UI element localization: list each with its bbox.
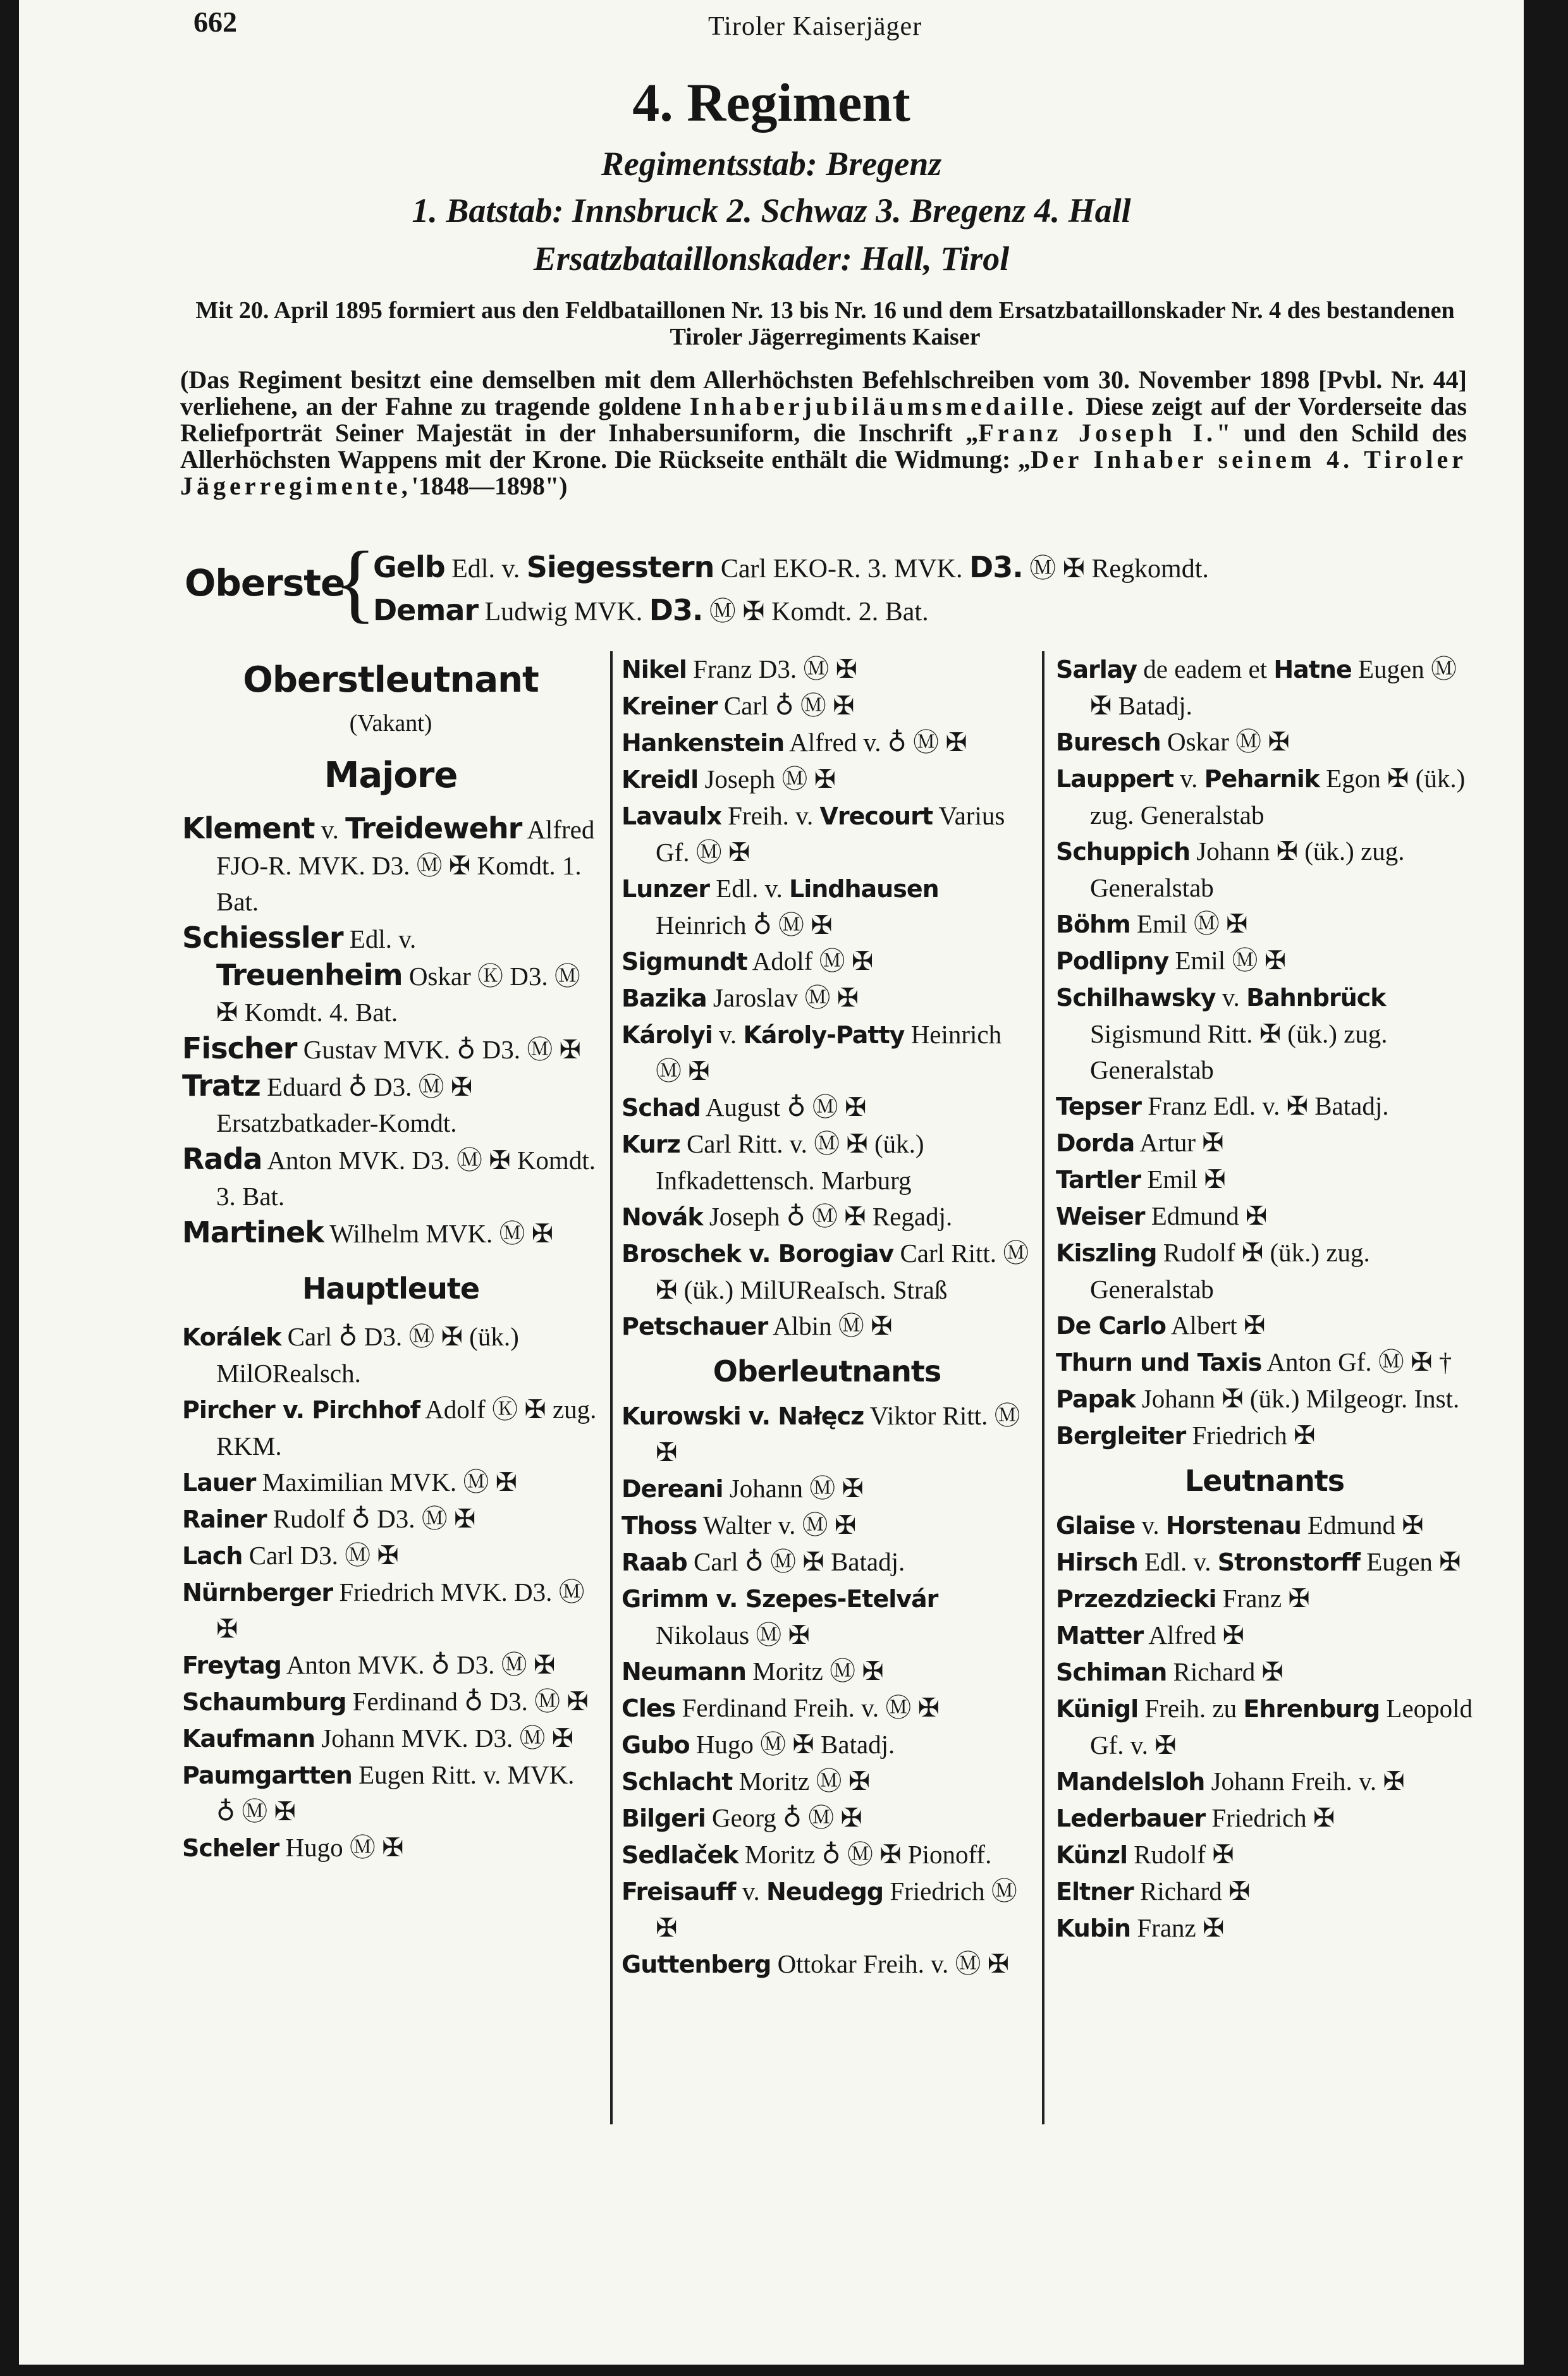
officer-details: Ferdinand Freih. v. Ⓜ ✠ — [682, 1693, 940, 1722]
officer-details: Friedrich ✠ — [1211, 1803, 1335, 1832]
officer-entry — [182, 1031, 599, 1068]
officer-details: Johann ✠ (ük.) Milgeogr. Inst. — [1141, 1384, 1460, 1413]
officer-surname: Podlipny — [1056, 947, 1169, 975]
officer-surname: Kiszling — [1056, 1239, 1157, 1267]
officer-details-2: Leopold Gf. v. ✠ — [1090, 1694, 1473, 1760]
officer-details-2: Sigismund Ritt. ✠ (ük.) zug. Generalstab — [1090, 1019, 1388, 1084]
officer-entry — [622, 1653, 1032, 1690]
officer-surname: Fischer — [182, 1031, 297, 1065]
officer-surname: Schlacht — [622, 1768, 733, 1796]
officer-entry — [182, 811, 599, 920]
officer-surname: Rada — [182, 1142, 262, 1176]
officer-entry — [182, 1392, 599, 1464]
officer-surname: Hankenstein — [622, 729, 785, 757]
decoration-d3: D3. — [649, 593, 703, 627]
officer-entry — [622, 1089, 1032, 1126]
officer-details: Albin Ⓜ ✠ — [773, 1311, 893, 1340]
officer-details: Friedrich MVK. D3. Ⓜ ✠ — [216, 1577, 585, 1643]
officer-entry — [622, 725, 1032, 761]
oberleutnants-list — [1056, 651, 1473, 1454]
officer-entry — [622, 651, 1032, 688]
officer-surname: Kreiner — [622, 692, 718, 720]
decoration-d3: D3. — [969, 550, 1023, 584]
officer-details-2: Alfred FJO-R. MVK. D3. Ⓜ ✠ Komdt. 1. Bat. — [216, 815, 595, 916]
officer-details: Emil Ⓜ ✠ — [1136, 909, 1248, 938]
officer-surname: Lunzer — [622, 875, 709, 903]
officer-entry — [182, 1215, 599, 1252]
officer-details: Freih. v. — [728, 801, 814, 830]
page-number: 662 — [193, 6, 237, 38]
officer-details: Edl. v. — [1144, 1547, 1211, 1576]
officer-surname: Paumgartten — [182, 1761, 352, 1789]
hauptleute-list — [622, 651, 1032, 1345]
oberstleutnant-heading: Oberstleutnant — [243, 659, 539, 701]
officer-details: Alfred ✠ — [1148, 1620, 1244, 1650]
officer-entry — [622, 1690, 1032, 1727]
hauptleute-list — [182, 1319, 599, 1866]
officer-entry — [1056, 1617, 1473, 1654]
officer-details: Artur ✠ — [1139, 1128, 1224, 1157]
oberste-row-1 — [373, 548, 1209, 585]
dedication: Der Inhaber seinem 4. Tiroler Jägerregimente, — [180, 445, 1467, 500]
officer-entry — [1056, 1763, 1473, 1800]
officer-surname: Klement — [182, 811, 315, 845]
officer-details: Adolf Ⓚ ✠ zug. RKM. — [216, 1395, 597, 1461]
officer-surname: Kurowski v. Nałęcz — [622, 1402, 864, 1430]
officer-details: Moritz Ⓜ ✠ — [752, 1656, 884, 1686]
officer-details: Richard ✠ — [1173, 1657, 1283, 1686]
officer-surname: Schilhawsky — [1056, 984, 1216, 1012]
officer-details: Joseph ♁ Ⓜ ✠ Regadj. — [709, 1202, 953, 1231]
officer-surname: Schad — [622, 1094, 701, 1122]
officer-surname: Tepser — [1056, 1093, 1141, 1120]
officer-surname: Lederbauer — [1056, 1804, 1206, 1832]
officer-details: Jaroslav Ⓜ ✠ — [713, 983, 859, 1012]
officer-entry — [622, 1800, 1032, 1837]
officer-details: Maximilian MVK. Ⓜ ✠ — [262, 1467, 518, 1497]
officer-surname: Freisauff — [622, 1878, 736, 1906]
officer-surname: Tratz — [182, 1069, 260, 1103]
officer-surname: Buresch — [1056, 728, 1161, 756]
officer-surname: Dorda — [1056, 1129, 1135, 1157]
colonel-role: Regkomdt. — [1091, 554, 1209, 584]
officer-surname: Guttenberg — [622, 1950, 771, 1978]
officer-details-2: Eugen Ⓜ ✠ Batadj. — [1090, 654, 1457, 720]
officer-details: August ♁ Ⓜ ✠ — [705, 1093, 867, 1122]
officer-details: Rudolf ✠ — [1134, 1840, 1234, 1869]
oberste-brace: { — [334, 534, 377, 632]
oberste-label: Oberste — [185, 561, 345, 604]
officer-surname: Lauer — [182, 1469, 256, 1497]
officer-entry — [622, 688, 1032, 725]
colonel-name-2: Siegesstern — [526, 550, 714, 584]
oberleutnants-heading: Oberleutnants — [713, 1354, 941, 1388]
officer-surname: Freytag — [182, 1651, 281, 1679]
officer-entry — [622, 1235, 1032, 1308]
officer-surname: Künzl — [1056, 1841, 1128, 1869]
officer-entry — [182, 1574, 599, 1647]
officer-entry — [182, 1647, 599, 1684]
officer-entry — [1056, 1381, 1473, 1418]
officer-details: Franz D3. Ⓜ ✠ — [693, 654, 857, 683]
officer-surname-2: Neudegg — [766, 1878, 884, 1906]
officer-entry — [1056, 1198, 1473, 1235]
officer-entry — [1056, 1691, 1473, 1763]
officer-surname: Matter — [1056, 1622, 1144, 1650]
majore-list — [182, 811, 599, 1252]
officer-surname: Grimm v. Szepes-Etelvár — [622, 1585, 938, 1613]
officer-entry — [182, 1830, 599, 1866]
officer-surname: Lavaulx — [622, 802, 721, 830]
officer-details: Walter v. Ⓜ ✠ — [702, 1510, 857, 1540]
oberste-row-2 — [373, 591, 929, 628]
officer-details: Johann MVK. D3. Ⓜ ✠ — [321, 1724, 574, 1753]
officer-entry — [1056, 979, 1473, 1088]
officer-details: Emil ✠ — [1147, 1165, 1226, 1194]
officer-surname: Schuppich — [1056, 838, 1191, 866]
officer-details-2: Heinrich ♁ Ⓜ ✠ — [656, 910, 833, 940]
officer-details-2: Edmund ✠ — [1308, 1510, 1424, 1540]
officer-entry — [1056, 1088, 1473, 1125]
officer-surname: Glaise — [1056, 1512, 1136, 1540]
officer-entry — [1056, 1125, 1473, 1161]
officer-surname: Schiman — [1056, 1658, 1167, 1686]
officer-details: Franz ✠ — [1137, 1913, 1225, 1942]
officer-entry — [182, 1757, 599, 1830]
officer-details: Ferdinand ♁ D3. Ⓜ ✠ — [352, 1687, 589, 1716]
officer-details: Rudolf ✠ (ük.) zug. Generalstab — [1090, 1238, 1370, 1304]
officer-entry — [1056, 1581, 1473, 1617]
officer-details: Edmund ✠ — [1151, 1201, 1268, 1230]
officer-entry — [622, 1727, 1032, 1763]
officer-entry — [622, 1837, 1032, 1873]
officer-surname-2: Horstenau — [1165, 1512, 1301, 1540]
officer-surname: Przezdziecki — [1056, 1585, 1216, 1613]
officer-entry — [622, 1398, 1032, 1471]
officer-surname: Lauppert — [1056, 765, 1173, 793]
officer-details: Carl ♁ Ⓜ ✠ — [723, 691, 855, 720]
officer-details: Wilhelm MVK. Ⓜ ✠ — [329, 1219, 554, 1248]
officer-entry — [1056, 761, 1473, 833]
officer-surname: Kreidl — [622, 766, 699, 793]
regimentsstab-line: Regimentsstab: Bregenz — [601, 145, 942, 183]
officer-details: Richard ✠ — [1139, 1877, 1251, 1906]
officer-entry — [622, 1946, 1032, 1983]
officer-surname: Kaufmann — [182, 1725, 315, 1753]
officer-entry — [1056, 833, 1473, 906]
officer-details: Anton Gf. Ⓜ ✠ † — [1266, 1347, 1452, 1376]
officer-details: Moritz Ⓜ ✠ — [738, 1767, 871, 1796]
officer-details-2: Oskar Ⓚ D3. Ⓜ ✠ Komdt. 4. Bat. — [216, 962, 580, 1027]
cross-icon: ✠ — [1062, 554, 1085, 584]
officer-surname: Károlyi — [622, 1021, 713, 1049]
officer-surname: Bergleiter — [1056, 1422, 1186, 1450]
officer-entry — [182, 920, 599, 1031]
officer-details: Adolf Ⓜ ✠ — [752, 946, 874, 976]
officer-details: Carl ♁ Ⓜ ✠ Batadj. — [694, 1547, 905, 1576]
batstab-line: 1. Batstab: Innsbruck 2. Schwaz 3. Bregenz 4. Hall — [412, 192, 1131, 230]
officer-entry — [1056, 906, 1473, 943]
officer-details-2: Varius Gf. Ⓜ ✠ — [656, 801, 1005, 867]
officer-entry — [1056, 1418, 1473, 1454]
officer-entry — [1056, 1654, 1473, 1691]
officer-details: Carl ♁ D3. Ⓜ ✠ (ük.) MilORealsch. — [216, 1322, 519, 1388]
officer-surname-2: Károly-Patty — [743, 1021, 905, 1049]
officer-surname: Böhm — [1056, 910, 1130, 938]
officer-surname: Neumann — [622, 1658, 746, 1686]
column-rule-2 — [1042, 651, 1044, 2124]
officer-surname: Thurn und Taxis — [1056, 1349, 1262, 1376]
officer-entry — [1056, 1800, 1473, 1837]
officer-details: Carl Ritt. Ⓜ ✠ (ük.) MilUReaIsch. Straß — [656, 1239, 1029, 1304]
officer-details: v. — [1141, 1510, 1160, 1540]
officer-details: v. — [321, 815, 339, 844]
officer-surname: Schiessler — [182, 921, 343, 955]
officer-details: Carl Ritt. v. Ⓜ ✠ (ük.) Infkadettensch. Marburg — [656, 1129, 924, 1195]
officer-entry — [1056, 1307, 1473, 1344]
officer-details: Franz Edl. v. ✠ Batadj. — [1148, 1091, 1389, 1120]
leutnants-heading: Leutnants — [1184, 1464, 1345, 1498]
colonel-name: Gelb — [373, 550, 445, 584]
officer-entry — [622, 1544, 1032, 1581]
officer-entry — [1056, 1544, 1473, 1581]
officer-entry — [622, 1017, 1032, 1089]
column-3 — [1056, 651, 1473, 1947]
officer-entry — [182, 1684, 599, 1720]
document-page — [19, 0, 1524, 2365]
medal-name: Inhaberjubiläumsmedaille. — [689, 392, 1078, 420]
officer-entry — [1056, 1910, 1473, 1947]
officer-details: v. — [1180, 764, 1198, 793]
officer-entry — [1056, 724, 1473, 761]
officer-details: Johann Freih. v. ✠ — [1211, 1767, 1405, 1796]
officer-surname-2: Peharnik — [1204, 765, 1320, 793]
inscription: Franz Joseph I. — [978, 419, 1217, 447]
ersatz-line: Ersatzbataillonskader: Hall, Tirol — [533, 240, 1010, 278]
officer-surname: Kubin — [1056, 1914, 1131, 1942]
page-title: 4. Regiment — [632, 72, 910, 133]
running-title: Tiroler Kaiserjäger — [708, 12, 922, 41]
officer-surname: Korálek — [182, 1323, 281, 1351]
officer-surname: Sarlay — [1056, 656, 1137, 683]
officer-surname: Bilgeri — [622, 1804, 706, 1832]
officer-entry — [622, 980, 1032, 1017]
officer-surname: Dereani — [622, 1475, 723, 1503]
officer-surname: Thoss — [622, 1512, 697, 1540]
officer-surname: Raab — [622, 1548, 687, 1576]
officer-surname: Schaumburg — [182, 1688, 346, 1716]
officer-details: de eadem et — [1143, 654, 1268, 683]
officer-details-2: Friedrich Ⓜ ✠ — [656, 1877, 1017, 1942]
oberleutnants-list — [622, 1398, 1032, 1983]
officer-details: Emil Ⓜ ✠ — [1175, 946, 1287, 975]
colonel-name: Demar — [373, 593, 479, 627]
officer-entry — [1056, 1344, 1473, 1381]
officer-details: Carl D3. Ⓜ ✠ — [248, 1541, 399, 1570]
officer-surname-2: Bahnbrück — [1246, 984, 1386, 1012]
officer-entry — [1056, 651, 1473, 724]
officer-entry — [622, 1507, 1032, 1544]
officer-surname-2: Treidewehr — [345, 811, 522, 845]
officer-surname-2: Ehrenburg — [1243, 1695, 1380, 1723]
officer-entry — [1056, 1161, 1473, 1198]
officer-surname-2: Hatne — [1273, 656, 1352, 683]
officer-details: Hugo Ⓜ ✠ — [285, 1833, 404, 1862]
medal-paragraph — [180, 367, 1467, 499]
officer-surname: Martinek — [182, 1215, 324, 1249]
officer-surname: Bazika — [622, 984, 707, 1012]
officer-details: Eduard ♁ D3. Ⓜ ✠ Ersatzbatkader-Komdt. — [216, 1072, 473, 1137]
officer-entry — [622, 1471, 1032, 1507]
officer-surname: Sedlaček — [622, 1841, 738, 1869]
officer-entry — [1056, 1873, 1473, 1910]
medal-text-3: " und den Schild des Allerhöchsten Wappens mit der Krone. Die Rückseite enthält die Widmung: „ — [180, 419, 1467, 474]
officer-entry — [182, 1720, 599, 1757]
officer-details: Hugo Ⓜ ✠ Batadj. — [695, 1730, 895, 1759]
colonel-details: Ludwig MVK. — [484, 597, 643, 627]
officer-surname: Scheler — [182, 1834, 279, 1862]
officer-details: Viktor Ritt. Ⓜ ✠ — [656, 1401, 1020, 1467]
officer-surname-2: Stronstorff — [1217, 1548, 1360, 1576]
officer-details: v. — [1222, 983, 1240, 1012]
officer-entry — [182, 1319, 599, 1392]
officer-details: Rudolf ♁ D3. Ⓜ ✠ — [273, 1504, 476, 1533]
officer-details-2: Eugen ✠ — [1366, 1547, 1461, 1576]
officer-surname: Papak — [1056, 1385, 1136, 1413]
officer-entry — [622, 943, 1032, 980]
officer-surname: Gubo — [622, 1731, 690, 1759]
officer-details: Johann ✠ (ük.) zug. Generalstab — [1090, 836, 1405, 902]
officer-entry — [622, 1308, 1032, 1345]
officer-entry — [622, 1763, 1032, 1800]
column-1 — [182, 655, 599, 1866]
formation-text: Mit 20. April 1895 formiert aus den Feldbataillonen Nr. 13 bis Nr. 16 und dem Ersatzbataillonskader Nr. 4 des bestandenen Tiroler Jägerregiments Kaiser — [195, 297, 1455, 350]
officer-details: Albert ✠ — [1170, 1311, 1266, 1340]
officer-entry — [622, 1581, 1032, 1653]
leutnants-list — [1056, 1507, 1473, 1947]
officer-entry — [1056, 1507, 1473, 1544]
officer-details: Franz ✠ — [1222, 1584, 1310, 1613]
officer-details: Eugen Ritt. v. MVK. ♁ Ⓜ ✠ — [216, 1760, 575, 1826]
officer-details: Freih. zu — [1144, 1694, 1237, 1723]
officer-details: Joseph Ⓜ ✠ — [704, 764, 836, 793]
officer-surname: Sigmundt — [622, 948, 747, 976]
officer-details: Friedrich ✠ — [1192, 1421, 1316, 1450]
officer-surname: Pircher v. Pirchhof — [182, 1396, 420, 1424]
officer-surname: Künigl — [1056, 1695, 1139, 1723]
officer-details: Anton MVK. D3. Ⓜ ✠ Komdt. 3. Bat. — [216, 1146, 596, 1211]
officer-details: Gustav MVK. ♁ D3. Ⓜ ✠ — [303, 1035, 581, 1064]
colonel-role: Komdt. 2. Bat. — [771, 597, 929, 627]
officer-details: Oskar Ⓜ ✠ — [1167, 727, 1290, 756]
officer-details: Moritz ♁ Ⓜ ✠ Pionoff. — [744, 1840, 992, 1869]
officer-surname: Tartler — [1056, 1166, 1141, 1194]
officer-surname: Novák — [622, 1203, 703, 1231]
officer-surname-2: Lindhausen — [788, 875, 939, 903]
officer-entry — [622, 761, 1032, 798]
officer-details: Anton MVK. ♁ D3. Ⓜ ✠ — [286, 1650, 556, 1679]
colonel-particle: Edl. v. — [451, 554, 520, 584]
officer-details-2: Egon ✠ (ük.) zug. Generalstab — [1090, 764, 1466, 830]
officer-surname-2: Vrecourt — [819, 802, 933, 830]
m-medal-icon: Ⓜ — [709, 597, 736, 627]
officer-surname: Mandelsloh — [1056, 1768, 1205, 1796]
officer-surname: Weiser — [1056, 1203, 1145, 1230]
column-2 — [622, 651, 1032, 1983]
cross-icon: ✠ — [742, 597, 765, 627]
officer-entry — [622, 1126, 1032, 1199]
officer-entry — [622, 1199, 1032, 1235]
dedication-years: '1848—1898") — [411, 472, 568, 500]
officer-details: Johann Ⓜ ✠ — [729, 1474, 864, 1503]
hauptleute-heading: Hauptleute — [302, 1271, 480, 1306]
officer-entry — [622, 798, 1032, 871]
officer-details: Edl. v. — [716, 874, 783, 903]
officer-details: v. — [719, 1020, 737, 1049]
officer-surname-2: Treuenheim — [216, 958, 403, 992]
m-medal-icon: Ⓜ — [1029, 554, 1057, 584]
officer-surname: Lach — [182, 1542, 243, 1570]
officer-entry — [1056, 1235, 1473, 1307]
officer-entry — [622, 1873, 1032, 1946]
officer-entry — [182, 1501, 599, 1538]
officer-surname: Rainer — [182, 1505, 267, 1533]
officer-entry — [1056, 943, 1473, 979]
officer-entry — [182, 1464, 599, 1501]
majore-heading: Majore — [324, 755, 458, 796]
officer-entry — [182, 1068, 599, 1141]
officer-details: Ottokar Freih. v. Ⓜ ✠ — [777, 1949, 1010, 1978]
officer-surname: Cles — [622, 1694, 676, 1722]
colonel-details: Carl EKO-R. 3. MVK. — [720, 554, 963, 584]
officer-details: Alfred v. ♁ Ⓜ ✠ — [789, 728, 967, 757]
column-rule-1 — [610, 651, 613, 2124]
officer-surname: Hirsch — [1056, 1548, 1138, 1576]
officer-surname: De Carlo — [1056, 1312, 1166, 1340]
officer-surname: Petschauer — [622, 1313, 768, 1340]
officer-entry — [182, 1538, 599, 1574]
officer-entry — [622, 871, 1032, 943]
medal-text-1: (Das Regiment besitzt eine demselben mit dem Allerhöchsten Befehlschreiben vom 30. November 1898 [Pvbl. Nr. 44] verliehene, an der Fahne zu tragende goldene — [180, 365, 1467, 420]
officer-entry — [1056, 1837, 1473, 1873]
officer-details: Edl. v. — [349, 924, 417, 953]
officer-surname: Kurz — [622, 1130, 680, 1158]
officer-details: Georg ♁ Ⓜ ✠ — [712, 1803, 862, 1832]
oberstleutnant-vacant: (Vakant) — [349, 710, 432, 737]
officer-surname: Eltner — [1056, 1878, 1134, 1906]
officer-surname: Nürnberger — [182, 1579, 333, 1607]
medal-text-2: Diese zeigt auf der Vorderseite das Reliefporträt Seiner Majestät in der Inhabersuniform, die Inschrift „ — [180, 392, 1467, 447]
officer-surname: Nikel — [622, 656, 687, 683]
officer-details: v. — [742, 1877, 760, 1906]
officer-entry — [182, 1141, 599, 1215]
officer-details-2: Heinrich Ⓜ ✠ — [656, 1020, 1002, 1086]
officer-details: Nikolaus Ⓜ ✠ — [656, 1620, 810, 1650]
officer-surname: Broschek v. Borogiav — [622, 1240, 894, 1268]
